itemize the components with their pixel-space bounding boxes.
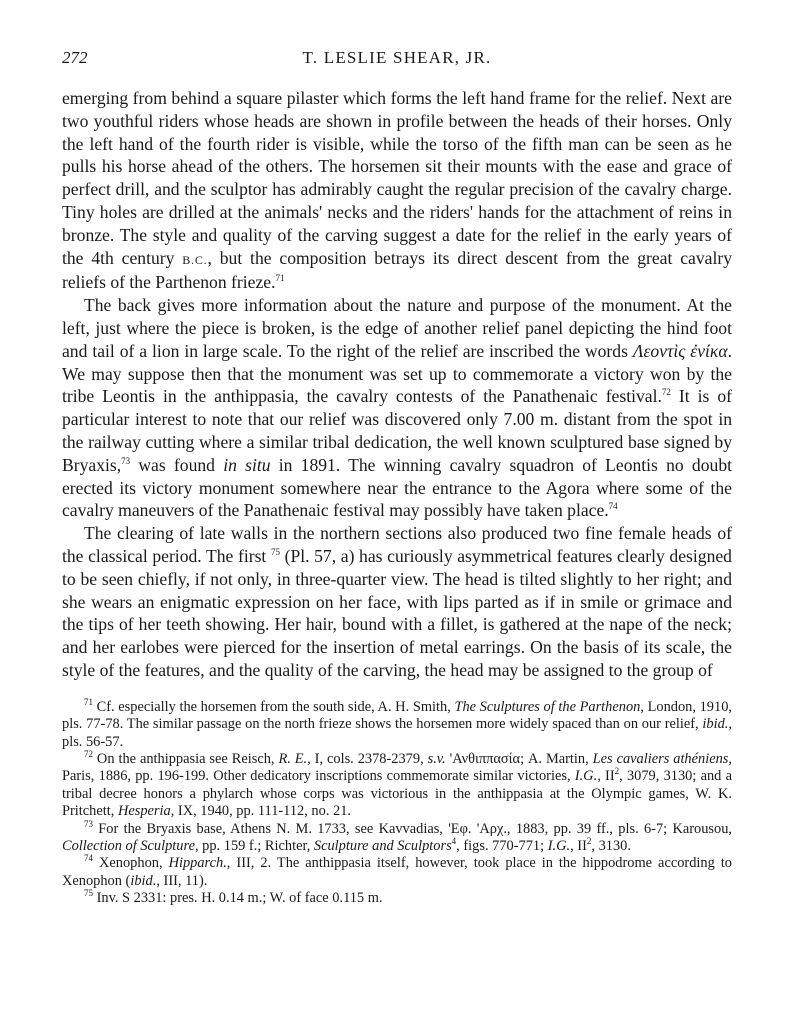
- paragraph: [62, 522, 732, 682]
- page-number: 272: [62, 48, 88, 67]
- footnote-reference: 72: [661, 387, 671, 398]
- italic-text: Les cavaliers athéniens: [592, 750, 729, 767]
- footnote-number: 74: [84, 853, 93, 864]
- text-run: , pls. 56-57.: [62, 716, 732, 750]
- footnote-reference: 71: [275, 273, 285, 284]
- paragraph: [62, 87, 732, 294]
- running-title: T. LESLIE SHEAR, JR.: [302, 48, 492, 67]
- text-run: , IX, 1940, pp. 111-112, no. 21.: [170, 803, 352, 820]
- footnote-reference: 74: [608, 501, 618, 512]
- text-run: On the anthippasia see Reisch,: [93, 750, 279, 767]
- text-run: , I, cols. 2378-2379,: [307, 750, 428, 767]
- running-header: [62, 48, 732, 74]
- text-run: Xenophon,: [93, 855, 169, 872]
- text-run: , III, 2. The anthippasia itself, however, took place in the hippodrome according to Xenophon (: [62, 855, 732, 889]
- footnote-number: 73: [84, 818, 93, 829]
- italic-text: R. E.: [278, 750, 308, 767]
- footnote-reference: 2: [586, 836, 592, 847]
- footnote: [62, 751, 732, 821]
- text-run: , but the composition betrays its direct descent from the great cavalry reliefs of the Parthenon frieze.: [62, 247, 732, 293]
- italic-text: Hipparch.: [168, 855, 227, 872]
- footnote: [62, 696, 732, 751]
- text-run: emerging from behind a square pilaster which forms the left hand frame for the relief. Next are two youthful riders whose heads are shown in profile between the heads of their horses. Only the left hand of the fourth rider is visible, while the torso of the fifth man can be seen as he pulls his horse ahead of the others. The horsemen sit their mounts with the ease and grace of perfect drill, and the sculptor has admirably caught the regular precision of the cavalry charge. Tiny holes are drilled at the animals' necks and the riders' hands for the attachment of reins in bronze. The style and quality of the carving suggest a date for the relief in the early years of the 4th century: [62, 88, 732, 268]
- text-run: , 3130.: [591, 837, 631, 854]
- italic-text: Hesperia: [117, 803, 171, 820]
- footnote-reference: 75: [270, 547, 280, 558]
- footnote: [62, 855, 732, 890]
- text-run: It is of particular interest to note that our relief was discovered only 7.00 m. distant from the spot in the railway cutting where a similar tribal dedication, the well known sculptured base signed by Bryaxis,: [62, 386, 732, 475]
- footnote-number: 72: [84, 749, 93, 760]
- small-caps-text: B.C.: [182, 252, 208, 267]
- italic-text: in situ: [223, 454, 271, 475]
- footnote-number: 75: [84, 888, 93, 899]
- italic-text: ibid.: [130, 872, 157, 889]
- italic-text: Λεοντὶς ἐνίκα: [632, 340, 728, 361]
- text-run: in 1891. The winning cavalry squadron of Leontis no doubt erected its victory monument somewhere near the entrance to the Agora where some of the cavalry maneuvers of the Panathenaic festival may possibly have taken place.: [62, 454, 733, 521]
- text-run: The back gives more information about the nature and purpose of the monument. At the left, just where the piece is broken, is the edge of another relief panel depicting the hind foot and tail of a lion in large scale. To the right of the relief are inscribed the words: [62, 295, 732, 361]
- text-run: , III, 11).: [156, 872, 208, 889]
- italic-text: s.v.: [427, 750, 446, 767]
- footnote-reference: 4: [451, 836, 457, 847]
- text-run: Inv. S 2331: pres. H. 0.14 m.; W. of face 0.115 m.: [93, 890, 383, 907]
- text-run: was found: [130, 454, 224, 475]
- italic-text: I.G.: [547, 837, 571, 854]
- text-run: , II: [570, 837, 587, 854]
- italic-text: Collection of Sculpture,: [62, 837, 199, 854]
- footnote-reference: 73: [121, 455, 131, 466]
- text-run: pp. 159 f.; Richter,: [198, 837, 314, 854]
- italic-text: I.G.: [574, 768, 598, 785]
- text-run: 'Ανθιππασία; A. Martin,: [445, 750, 593, 767]
- text-run: . We may suppose then that the monument was set up to commemorate a victory won by the tribe Leontis in the anthippasia, the cavalry contests of the Panathenaic festival.: [62, 340, 733, 407]
- italic-text: Sculpture and Sculptors: [313, 837, 452, 854]
- body-text: [62, 87, 732, 682]
- text-run: , II: [597, 768, 615, 785]
- text-run: (Pl. 57, a) has curiously asymmetrical features clearly designed to be seen chiefly, if not only, in three-quarter view. The head is tilted slightly to her right; and she wears an enigmatic expression on her face, with lips parted as if in smile or grimace and the tips of her teeth showing. Her hair, bound with a fillet, is gathered at the nape of the neck; and her earlobes were pierced for the insertion of metal earrings. On the basis of its scale, the style of the features, and the quality of the carving, the head may be assigned to the group of: [62, 545, 732, 680]
- paragraph: [62, 294, 732, 522]
- text-run: , 3079, 3130; and a tribal decree honors a phylarch whose corps was victorious in the anthippasia at the Olympic games, W. K. Pritchett,: [62, 768, 733, 820]
- text-run: , figs. 770-771;: [456, 837, 548, 854]
- text-run: , Paris, 1886, pp. 196-199. Other dedicatory inscriptions commemorate similar victories,: [62, 750, 733, 785]
- footnote: [62, 818, 732, 856]
- text-run: Cf. especially the horsemen from the south side, A. H. Smith,: [93, 698, 455, 715]
- footnotes: [62, 696, 733, 908]
- italic-text: The Sculptures of the Parthenon: [454, 698, 641, 715]
- footnote: [62, 890, 732, 907]
- page: [62, 48, 732, 908]
- italic-text: ibid.: [702, 716, 729, 733]
- text-run: The clearing of late walls in the northern sections also produced two fine female heads of the classical period. The first: [62, 523, 732, 566]
- text-run: For the Bryaxis base, Athens N. M. 1733, see Kavvadias, 'Εφ. 'Αρχ., 1883, pp. 39 ff., pls. 6-7; Karousou,: [93, 820, 732, 837]
- footnote-reference: 2: [614, 766, 620, 777]
- footnote-number: 71: [84, 696, 93, 707]
- text-run: , London, 1910, pls. 77-78. The similar passage on the north frieze shows the horsemen more widely spaced than on our relief,: [62, 698, 732, 733]
